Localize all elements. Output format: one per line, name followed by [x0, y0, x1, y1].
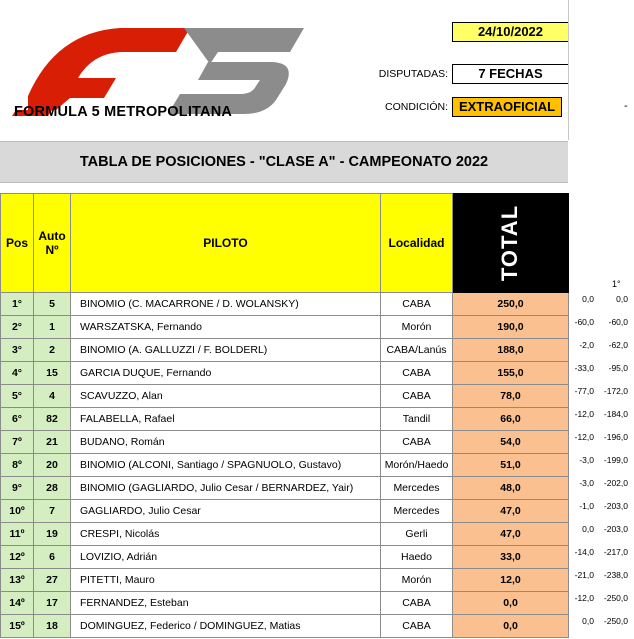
col-total-header — [453, 194, 569, 293]
position-cell: 1° — [1, 293, 34, 316]
page-title: TABLA DE POSICIONES - "CLASE A" - CAMPEONATO 2022 — [0, 141, 568, 183]
diff-prev-value: 0,0 — [582, 524, 594, 534]
diff-prev-value: 0,0 — [582, 616, 594, 626]
total-points-cell: 47,0 — [453, 523, 569, 546]
col-auto-line1: Auto — [38, 229, 66, 243]
col-piloto-header: PILOTO — [71, 194, 381, 293]
diff-prev-value: -14,0 — [574, 547, 594, 557]
car-number-cell: 27 — [34, 569, 71, 592]
total-points-cell: 190,0 — [453, 316, 569, 339]
driver-name-cell: BINOMIO (GAGLIARDO, Julio Cesar / BERNARDEZ, Yair) — [71, 477, 381, 500]
diff-first-value: -203,0 — [603, 501, 628, 511]
car-number-cell: 6 — [34, 546, 71, 569]
car-number-cell: 4 — [34, 385, 71, 408]
diff-prev-value: -33,0 — [574, 363, 594, 373]
location-cell: Haedo — [381, 546, 453, 569]
table-row — [1, 454, 569, 477]
total-points-cell: 47,0 — [453, 500, 569, 523]
diff-first-value: -199,0 — [603, 455, 628, 465]
diff-first-value: -60,0 — [608, 317, 628, 327]
table-row — [1, 546, 569, 569]
diff-prev-value: -12,0 — [574, 409, 594, 419]
driver-name-cell: GAGLIARDO, Julio Cesar — [71, 500, 381, 523]
location-cell: Mercedes — [381, 477, 453, 500]
driver-name-cell: FERNANDEZ, Esteban — [71, 592, 381, 615]
total-points-cell: 78,0 — [453, 385, 569, 408]
position-cell: 14º — [1, 592, 34, 615]
logo-f-shape — [28, 28, 190, 110]
position-cell: 8º — [1, 454, 34, 477]
car-number-cell: 1 — [34, 316, 71, 339]
total-points-cell: 188,0 — [453, 339, 569, 362]
diff-first-value: -250,0 — [603, 593, 628, 603]
table-row — [1, 615, 569, 638]
position-cell: 10º — [1, 500, 34, 523]
col-auto-header — [34, 194, 71, 293]
diff-first-value: -172,0 — [603, 386, 628, 396]
diff-first-value: -62,0 — [608, 340, 628, 350]
diff-prev-value: -1,0 — [579, 501, 594, 511]
col-auto-line2: Nº — [45, 243, 59, 257]
date-field: 24/10/2022 — [452, 22, 569, 42]
location-cell: CABA — [381, 592, 453, 615]
total-points-cell: 33,0 — [453, 546, 569, 569]
total-points-cell: 48,0 — [453, 477, 569, 500]
location-cell: CABA/Lanús — [381, 339, 453, 362]
position-cell: 7º — [1, 431, 34, 454]
table-row — [1, 500, 569, 523]
diff-first-value: -250,0 — [603, 616, 628, 626]
standings-table — [0, 193, 569, 638]
diff-prev-value: -2,0 — [579, 340, 594, 350]
driver-name-cell: CRESPI, Nicolás — [71, 523, 381, 546]
table-row — [1, 477, 569, 500]
total-points-cell: 0,0 — [453, 615, 569, 638]
car-number-cell: 18 — [34, 615, 71, 638]
diff-first-value: -184,0 — [603, 409, 628, 419]
position-cell: 9° — [1, 477, 34, 500]
car-number-cell: 17 — [34, 592, 71, 615]
driver-name-cell: SCAVUZZO, Alan — [71, 385, 381, 408]
position-cell: 4° — [1, 362, 34, 385]
position-cell: 5° — [1, 385, 34, 408]
location-cell: CABA — [381, 431, 453, 454]
diff-prev-value: -60,0 — [574, 317, 594, 327]
table-row — [1, 523, 569, 546]
position-cell: 6° — [1, 408, 34, 431]
col-total-label: TOTAL — [497, 204, 523, 282]
logo-5-top — [184, 28, 304, 64]
diff-first-value: 0,0 — [616, 294, 628, 304]
car-number-cell: 15 — [34, 362, 71, 385]
table-row — [1, 385, 569, 408]
table-row — [1, 362, 569, 385]
total-points-cell: 54,0 — [453, 431, 569, 454]
condicion-value: EXTRAOFICIAL — [452, 97, 562, 117]
diff-prev-value: -12,0 — [574, 432, 594, 442]
location-cell: Morón/Haedo — [381, 454, 453, 477]
driver-name-cell: BINOMIO (ALCONI, Santiago / SPAGNUOLO, Gustavo) — [71, 454, 381, 477]
diff-first-value: -238,0 — [603, 570, 628, 580]
driver-name-cell: BINOMIO (A. GALLUZZI / F. BOLDERL) — [71, 339, 381, 362]
position-cell: 12º — [1, 546, 34, 569]
column-divider — [568, 0, 569, 140]
car-number-cell: 82 — [34, 408, 71, 431]
table-row — [1, 569, 569, 592]
first-marker: 1° — [612, 279, 621, 289]
side-mark: - — [624, 100, 628, 112]
disputadas-value: 7 FECHAS — [452, 64, 569, 84]
table-header-row — [1, 194, 569, 293]
position-cell: 3° — [1, 339, 34, 362]
location-cell: CABA — [381, 385, 453, 408]
location-cell: Mercedes — [381, 500, 453, 523]
table-row — [1, 431, 569, 454]
table-row — [1, 316, 569, 339]
diff-first-value: -196,0 — [603, 432, 628, 442]
position-cell: 11º — [1, 523, 34, 546]
total-points-cell: 12,0 — [453, 569, 569, 592]
diff-first-value: -95,0 — [608, 363, 628, 373]
col-localidad-header: Localidad — [381, 194, 453, 293]
location-cell: Gerli — [381, 523, 453, 546]
car-number-cell: 2 — [34, 339, 71, 362]
location-cell: Morón — [381, 569, 453, 592]
car-number-cell: 28 — [34, 477, 71, 500]
total-points-cell: 250,0 — [453, 293, 569, 316]
driver-name-cell: GARCIA DUQUE, Fernando — [71, 362, 381, 385]
table-row — [1, 592, 569, 615]
car-number-cell: 21 — [34, 431, 71, 454]
location-cell: CABA — [381, 293, 453, 316]
diff-prev-value: -3,0 — [579, 455, 594, 465]
total-points-cell: 155,0 — [453, 362, 569, 385]
table-row — [1, 293, 569, 316]
driver-name-cell: BUDANO, Román — [71, 431, 381, 454]
diff-prev-value: -77,0 — [574, 386, 594, 396]
diff-prev-value: -12,0 — [574, 593, 594, 603]
total-points-cell: 0,0 — [453, 592, 569, 615]
car-number-cell: 7 — [34, 500, 71, 523]
driver-name-cell: LOVIZIO, Adrián — [71, 546, 381, 569]
position-cell: 13º — [1, 569, 34, 592]
position-cell: 2° — [1, 316, 34, 339]
driver-name-cell: BINOMIO (C. MACARRONE / D. WOLANSKY) — [71, 293, 381, 316]
driver-name-cell: FALABELLA, Rafael — [71, 408, 381, 431]
location-cell: Tandil — [381, 408, 453, 431]
location-cell: Morón — [381, 316, 453, 339]
diff-first-value: -203,0 — [603, 524, 628, 534]
total-points-cell: 66,0 — [453, 408, 569, 431]
diff-prev-value: -21,0 — [574, 570, 594, 580]
table-row — [1, 408, 569, 431]
car-number-cell: 19 — [34, 523, 71, 546]
location-cell: CABA — [381, 615, 453, 638]
col-pos-header: Pos — [1, 194, 34, 293]
driver-name-cell: PITETTI, Mauro — [71, 569, 381, 592]
location-cell: CABA — [381, 362, 453, 385]
disputadas-label: DISPUTADAS: — [378, 68, 448, 80]
car-number-cell: 20 — [34, 454, 71, 477]
position-cell: 15º — [1, 615, 34, 638]
condicion-label: CONDICIÓN: — [385, 101, 448, 113]
diff-first-value: -217,0 — [603, 547, 628, 557]
diff-prev-value: 0,0 — [582, 294, 594, 304]
car-number-cell: 5 — [34, 293, 71, 316]
driver-name-cell: DOMINGUEZ, Federico / DOMINGUEZ, Matias — [71, 615, 381, 638]
brand-name: FORMULA 5 METROPOLITANA — [14, 104, 233, 120]
driver-name-cell: WARSZATSKA, Fernando — [71, 316, 381, 339]
total-points-cell: 51,0 — [453, 454, 569, 477]
diff-prev-value: -3,0 — [579, 478, 594, 488]
table-row — [1, 339, 569, 362]
diff-first-value: -202,0 — [603, 478, 628, 488]
